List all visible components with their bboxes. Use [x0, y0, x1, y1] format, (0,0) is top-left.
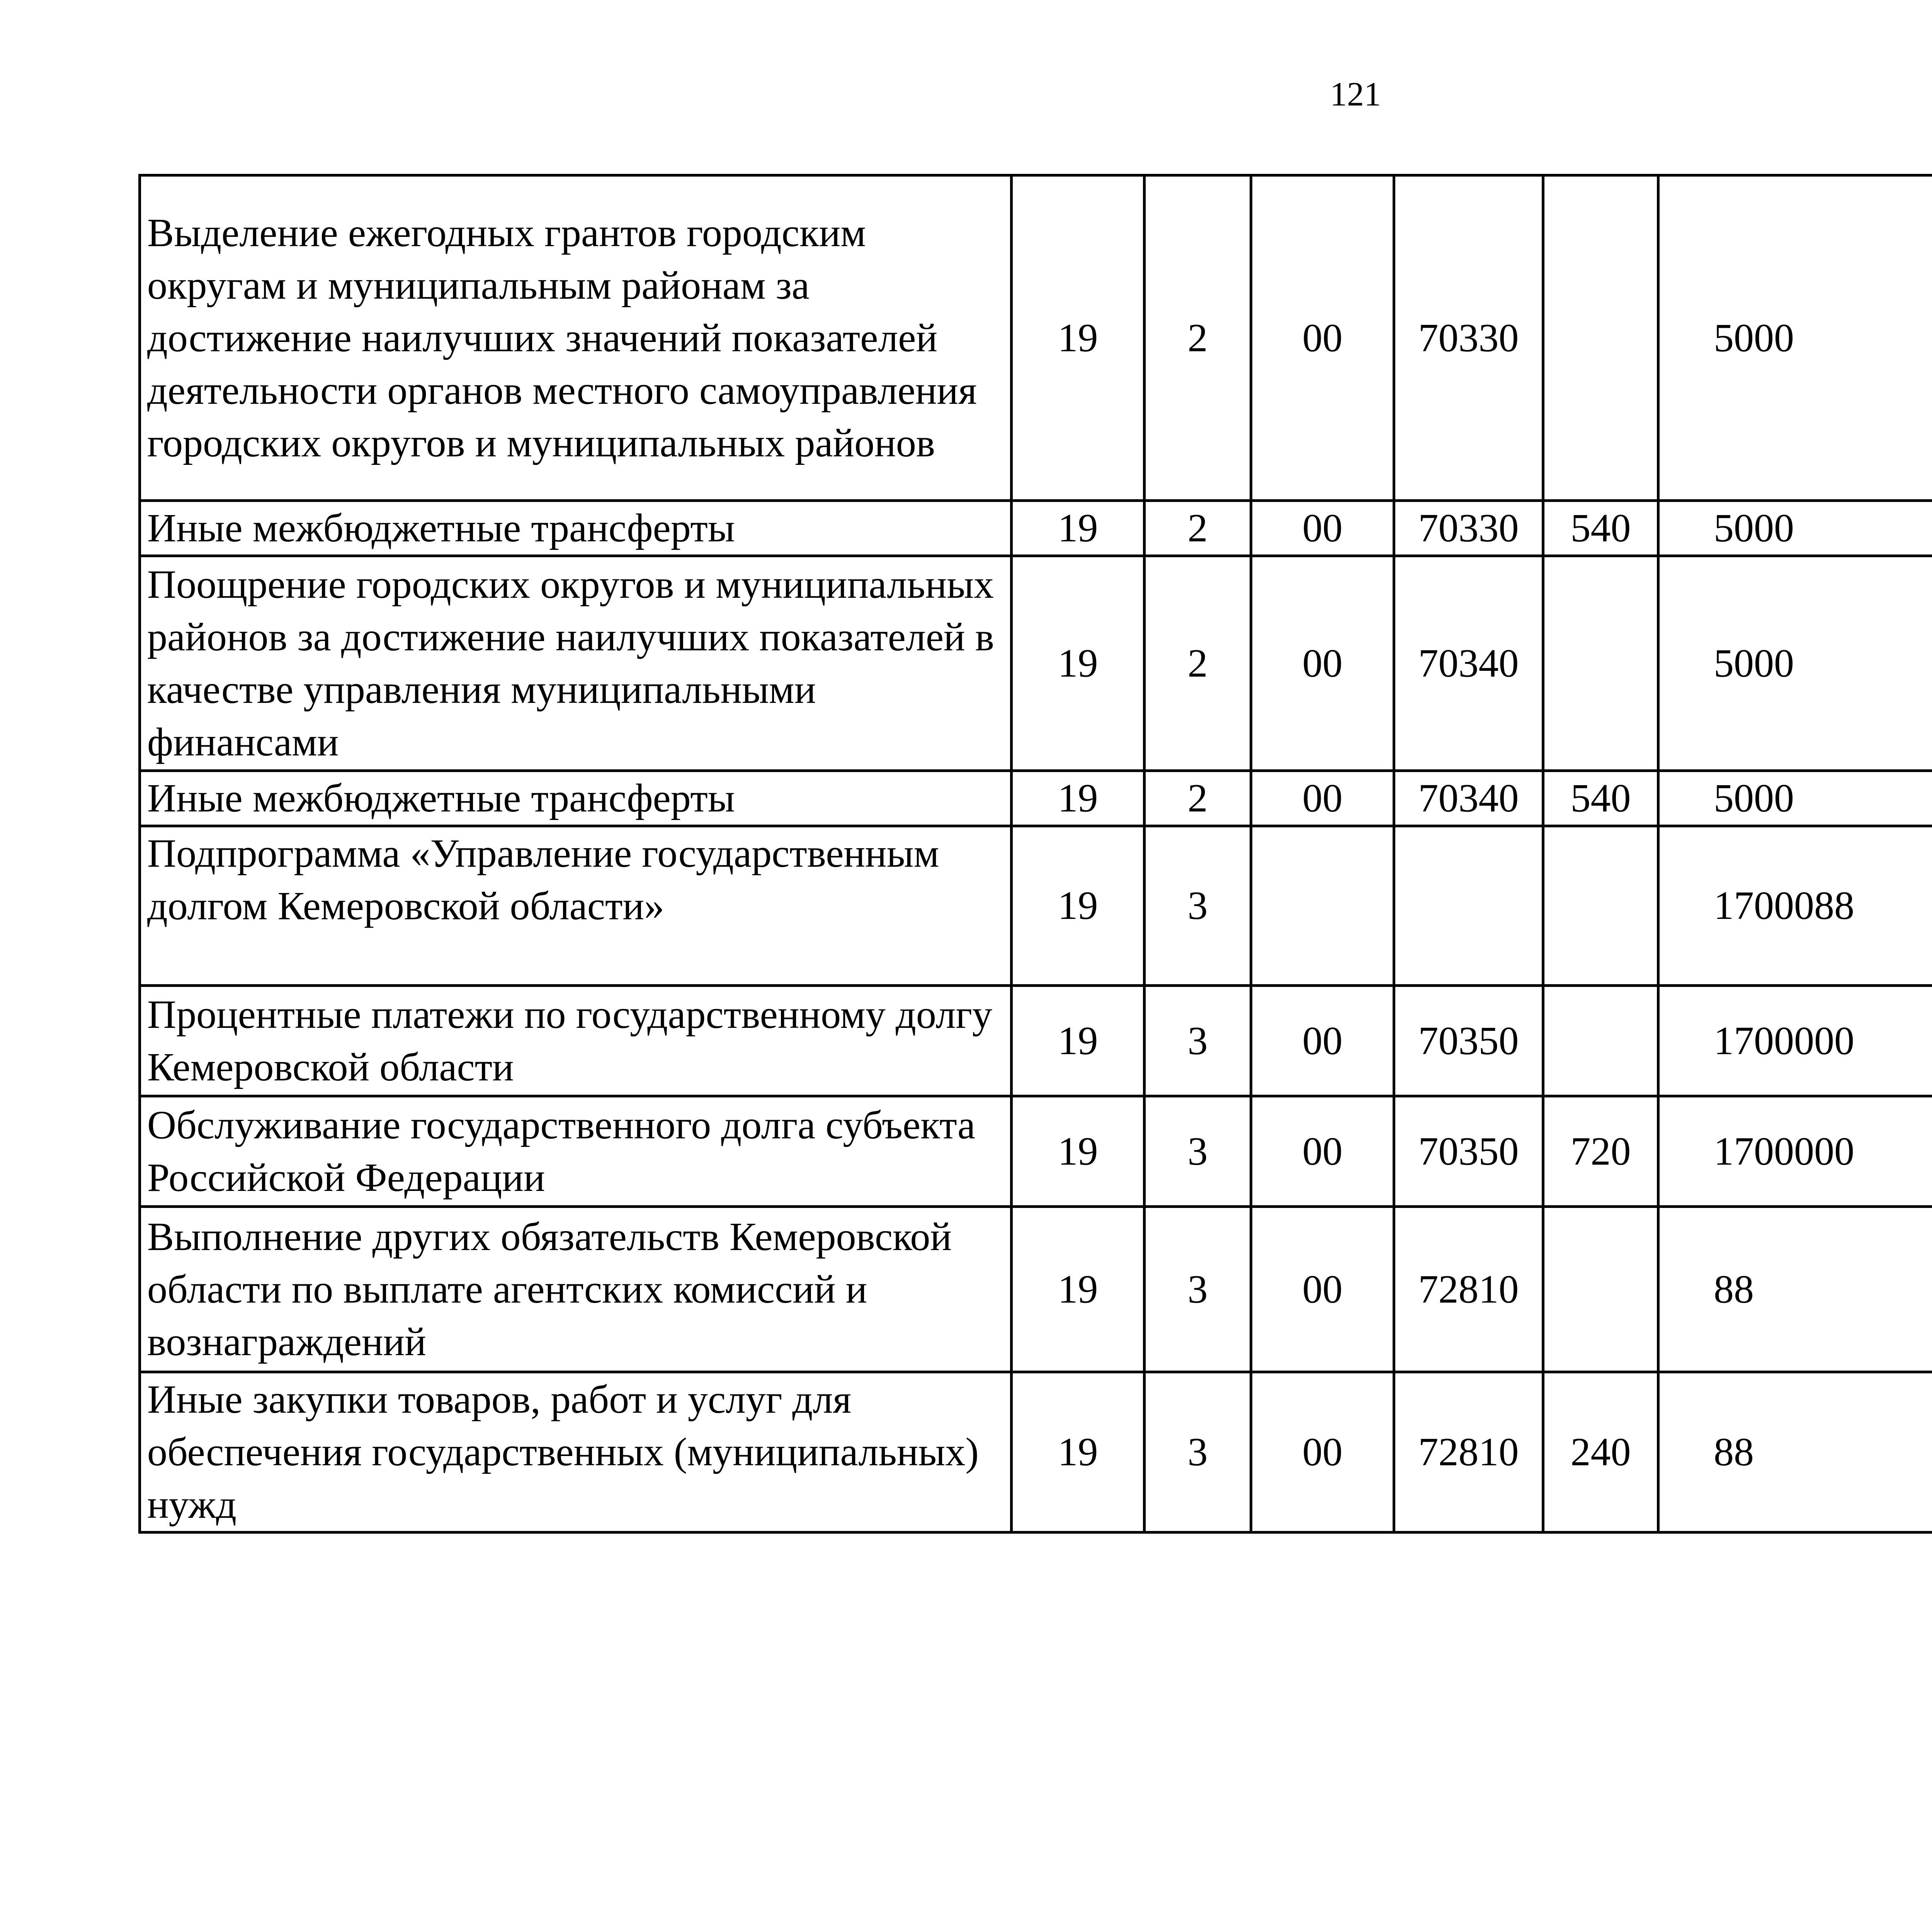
- table-row: [140, 556, 1932, 771]
- direction-code: 00: [1251, 1207, 1394, 1372]
- direction-code: 00: [1251, 771, 1394, 826]
- program-code: 19: [1012, 771, 1145, 826]
- expense-direction-code: 70330: [1394, 175, 1543, 501]
- expense-direction-code: 70340: [1394, 771, 1543, 826]
- table-row: [140, 771, 1932, 826]
- table-row: [140, 826, 1932, 986]
- direction-code: 00: [1251, 1372, 1394, 1533]
- direction-code: 00: [1251, 556, 1394, 771]
- program-code: 19: [1012, 986, 1145, 1096]
- expense-type-code: 720: [1543, 1096, 1658, 1207]
- expense-type-code: [1543, 1207, 1658, 1372]
- expense-type-code: 240: [1543, 1372, 1658, 1533]
- table-row: [140, 1096, 1932, 1207]
- row-name: Иные межбюджетные трансферты: [140, 501, 1012, 556]
- amount-year-1: 5000: [1658, 771, 1932, 826]
- table-row: [140, 175, 1932, 501]
- row-name: Иные межбюджетные трансферты: [140, 771, 1012, 826]
- direction-code: 00: [1251, 175, 1394, 501]
- subprogram-code: 3: [1145, 1096, 1251, 1207]
- program-code: 19: [1012, 826, 1145, 986]
- expense-type-code: [1543, 556, 1658, 771]
- expense-direction-code: 72810: [1394, 1372, 1543, 1533]
- direction-code: 00: [1251, 501, 1394, 556]
- subprogram-code: 3: [1145, 1372, 1251, 1533]
- row-name: Подпрограмма «Управление государственным долгом Кемеровской области»: [140, 826, 1012, 986]
- expense-direction-code: 70340: [1394, 556, 1543, 771]
- row-name: Выделение ежегодных грантов городским округам и муниципальным районам за достижение наилучших значений показателей деятельности органов местного самоуправления городских округов и муниципальных районов: [140, 175, 1012, 501]
- program-code: 19: [1012, 501, 1145, 556]
- expense-direction-code: 70330: [1394, 501, 1543, 556]
- budget-table: [138, 174, 1932, 1534]
- expense-type-code: 540: [1543, 771, 1658, 826]
- table-row: [140, 1207, 1932, 1372]
- amount-year-1: 1700000: [1658, 1096, 1932, 1207]
- program-code: 19: [1012, 556, 1145, 771]
- direction-code: [1251, 826, 1394, 986]
- subprogram-code: 2: [1145, 556, 1251, 771]
- subprogram-code: 2: [1145, 501, 1251, 556]
- subprogram-code: 2: [1145, 175, 1251, 501]
- subprogram-code: 3: [1145, 826, 1251, 986]
- row-name: Процентные платежи по государственному долгу Кемеровской области: [140, 986, 1012, 1096]
- row-name: Выполнение других обязательств Кемеровской области по выплате агентских комиссий и вознаграждений: [140, 1207, 1012, 1372]
- expense-direction-code: 70350: [1394, 1096, 1543, 1207]
- program-code: 19: [1012, 175, 1145, 501]
- amount-year-1: 1700088: [1658, 826, 1932, 986]
- expense-direction-code: 70350: [1394, 986, 1543, 1096]
- row-name: Обслуживание государственного долга субъекта Российской Федерации: [140, 1096, 1012, 1207]
- table-row: [140, 1372, 1932, 1533]
- subprogram-code: 3: [1145, 1207, 1251, 1372]
- table-row: [140, 986, 1932, 1096]
- expense-type-code: [1543, 986, 1658, 1096]
- amount-year-1: 88: [1658, 1207, 1932, 1372]
- table-row: [140, 501, 1932, 556]
- direction-code: 00: [1251, 986, 1394, 1096]
- expense-direction-code: 72810: [1394, 1207, 1543, 1372]
- program-code: 19: [1012, 1096, 1145, 1207]
- amount-year-1: 5000: [1658, 175, 1932, 501]
- page-number: 121: [1330, 76, 1381, 113]
- row-name: Иные закупки товаров, работ и услуг для обеспечения государственных (муниципальных) нужд: [140, 1372, 1012, 1533]
- amount-year-1: 5000: [1658, 556, 1932, 771]
- subprogram-code: 3: [1145, 986, 1251, 1096]
- amount-year-1: 5000: [1658, 501, 1932, 556]
- program-code: 19: [1012, 1372, 1145, 1533]
- expense-direction-code: [1394, 826, 1543, 986]
- amount-year-1: 1700000: [1658, 986, 1932, 1096]
- expense-type-code: 540: [1543, 501, 1658, 556]
- row-name: Поощрение городских округов и муниципальных районов за достижение наилучших показателей в качестве управления муниципальными финансами: [140, 556, 1012, 771]
- direction-code: 00: [1251, 1096, 1394, 1207]
- expense-type-code: [1543, 175, 1658, 501]
- subprogram-code: 2: [1145, 771, 1251, 826]
- expense-type-code: [1543, 826, 1658, 986]
- amount-year-1: 88: [1658, 1372, 1932, 1533]
- program-code: 19: [1012, 1207, 1145, 1372]
